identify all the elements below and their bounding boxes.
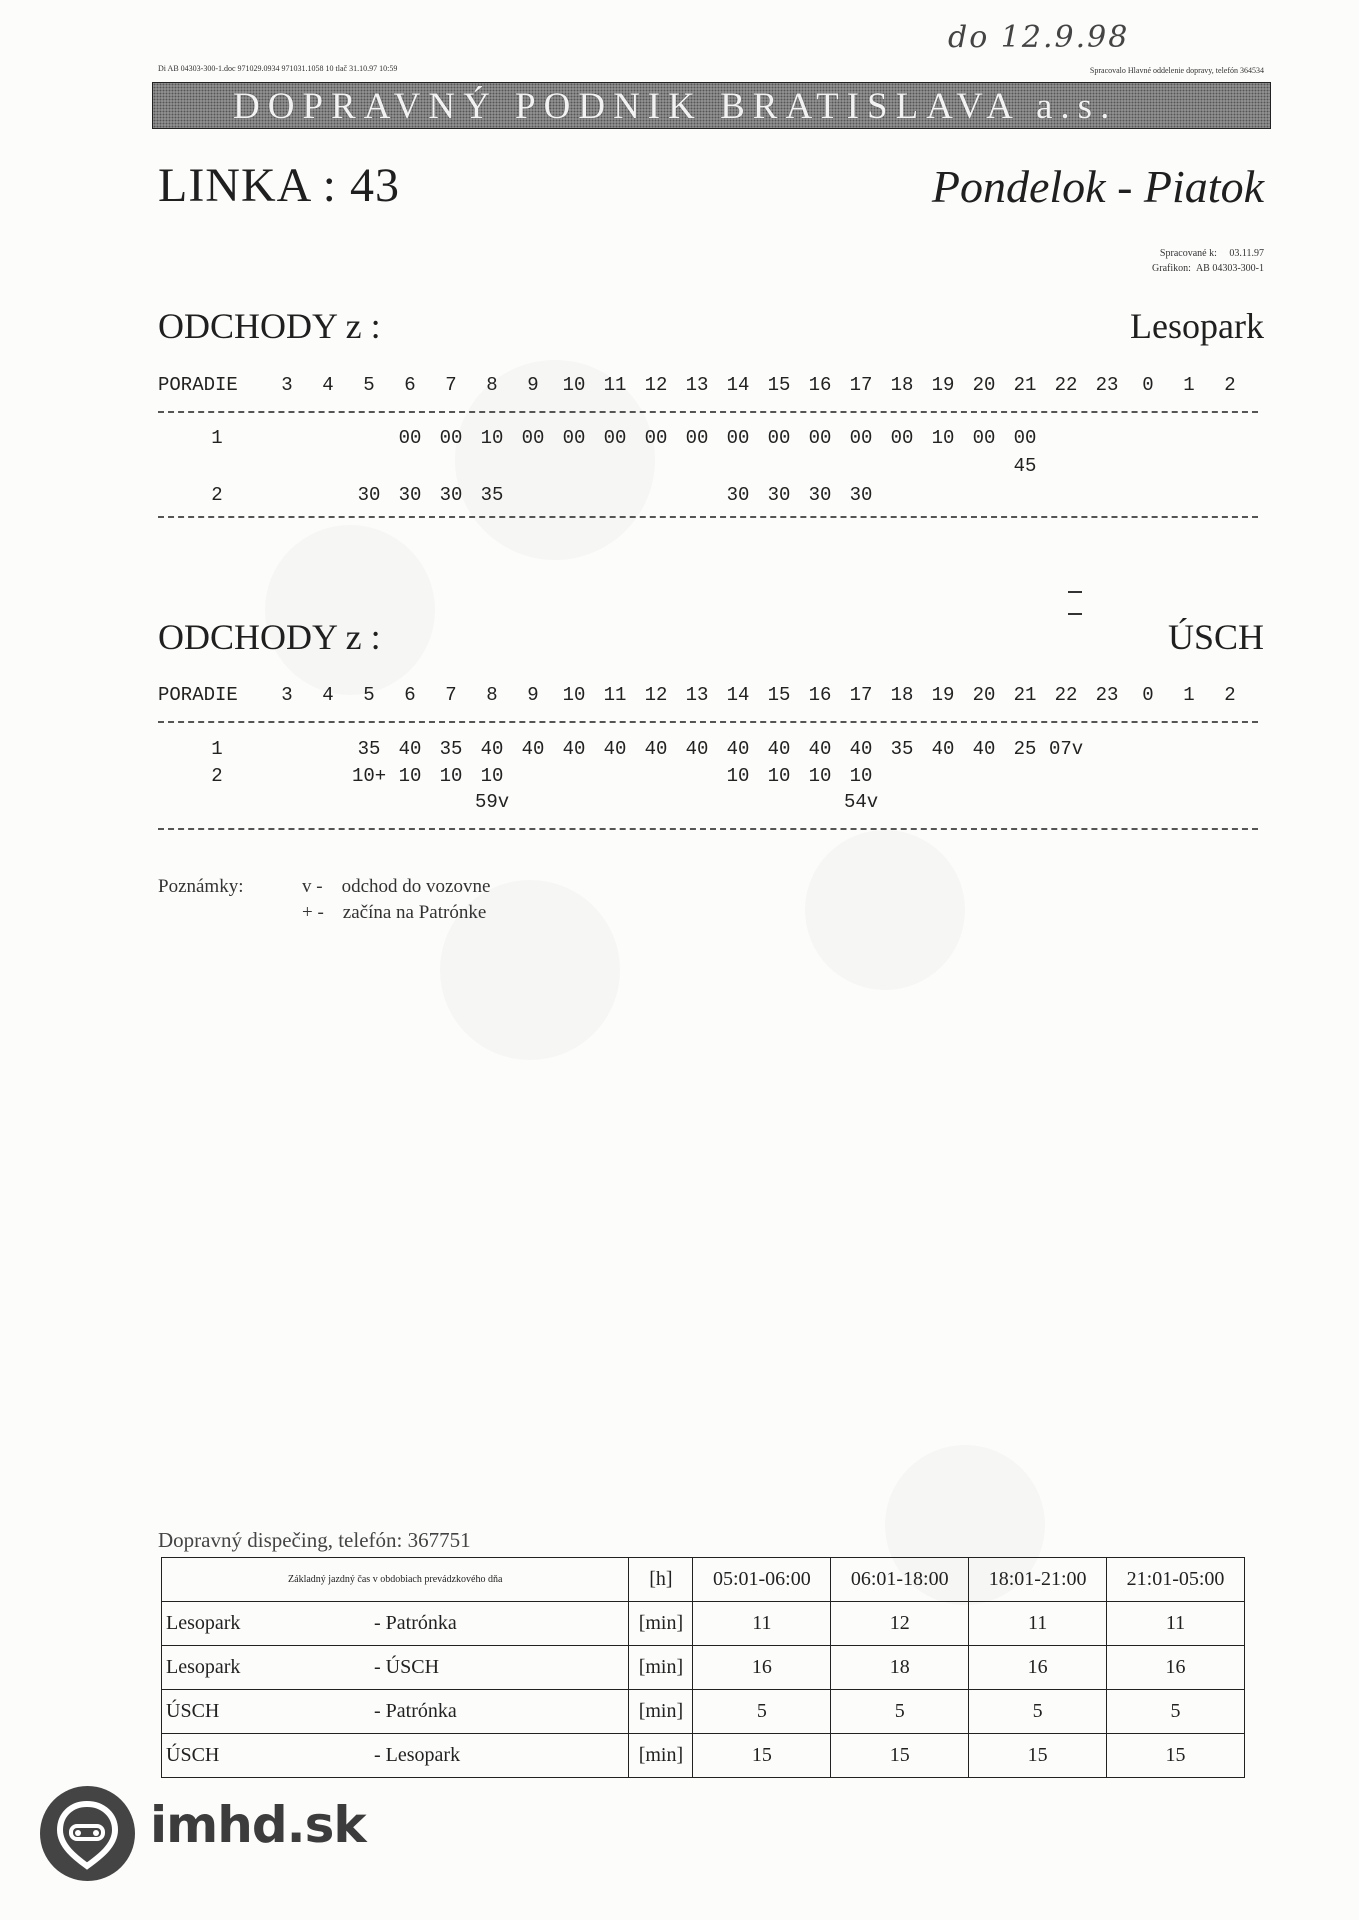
departure-minute: 45 (1013, 455, 1037, 477)
poradie-header: PORADIE (158, 374, 238, 396)
time-cell: 5 (693, 1690, 831, 1734)
route-to: - Patrónka (370, 1690, 629, 1734)
departure-minute: 00 (521, 427, 545, 449)
hour-label: 11 (603, 374, 627, 396)
departure-minute: 40 (480, 738, 504, 760)
departure-minute: 40 (644, 738, 668, 760)
dashed-divider (158, 721, 1258, 723)
departure-minute: 40 (685, 738, 709, 760)
hour-label: 20 (972, 684, 996, 706)
hour-label: 5 (363, 374, 375, 396)
departure-minute: 40 (972, 738, 996, 760)
poradie-number: 2 (211, 765, 223, 787)
departure-minute: 30 (439, 484, 463, 506)
route-from: Lesopark (162, 1602, 371, 1646)
hour-label: 3 (281, 684, 293, 706)
departure-minute: 30 (726, 484, 750, 506)
departure-minute: 10 (480, 427, 504, 449)
unit-cell: [min] (629, 1602, 693, 1646)
departure-minute: 00 (767, 427, 791, 449)
departure-minute: 10 (398, 765, 422, 787)
processed-date-label: Spracované k: (1159, 248, 1217, 259)
departure-minute: 30 (767, 484, 791, 506)
time-cell: 15 (831, 1734, 969, 1778)
route-to: - ÚSCH (370, 1646, 629, 1690)
dashed-divider (158, 411, 1258, 413)
hour-label: 23 (1095, 684, 1119, 706)
table-header-cell: Základný jazdný čas v obdobiach prevádzkového dňa (162, 1558, 629, 1602)
departure-minute: 00 (685, 427, 709, 449)
hour-label: 4 (322, 684, 334, 706)
departure-minute: 00 (439, 427, 463, 449)
departure-minute: 35 (890, 738, 914, 760)
table-header-row (162, 1558, 1245, 1602)
hour-label: 19 (931, 374, 955, 396)
departure-minute: 10 (439, 765, 463, 787)
route-from: ÚSCH (162, 1734, 371, 1778)
hour-label: 15 (767, 374, 791, 396)
note-item (302, 902, 486, 924)
hour-label: 22 (1054, 374, 1078, 396)
dispatch-phone: Dopravný dispečing, telefón: 367751 (158, 1528, 471, 1552)
hour-label: 18 (890, 374, 914, 396)
processed-by-line: Spracovalo Hlavné oddelenie dopravy, telefón 364534 (1089, 66, 1264, 75)
time-cell: 11 (693, 1602, 831, 1646)
route-from: Lesopark (162, 1646, 371, 1690)
departure-minute: 00 (808, 427, 832, 449)
note-symbol: + - (302, 902, 324, 923)
poradie-number: 1 (211, 738, 223, 760)
departure-minute: 35 (357, 738, 381, 760)
time-cell: 18 (831, 1646, 969, 1690)
departure-minute: 10 (849, 765, 873, 787)
departure-minute: 40 (521, 738, 545, 760)
hour-label: 3 (281, 374, 293, 396)
line-number: LINKA : 43 (158, 159, 400, 212)
brand-name: imhd.sk (150, 1796, 366, 1854)
hour-label: 7 (445, 684, 457, 706)
hour-label: 15 (767, 684, 791, 706)
time-cell: 16 (969, 1646, 1107, 1690)
note-item (302, 876, 490, 898)
section-label: ODCHODY z : (158, 617, 381, 657)
departure-minute: 40 (849, 738, 873, 760)
time-cell: 16 (693, 1646, 831, 1690)
hour-label: 21 (1013, 374, 1037, 396)
departure-minute: 07v (1049, 738, 1084, 760)
table-header-cell: 18:01-21:00 (969, 1558, 1107, 1602)
table-row (162, 1734, 1245, 1778)
watermark (805, 830, 965, 990)
departure-minute: 59v (475, 791, 510, 813)
departure-minute: 00 (398, 427, 422, 449)
hour-label: 0 (1142, 684, 1154, 706)
hour-label: 17 (849, 374, 873, 396)
departure-minute: 40 (767, 738, 791, 760)
route-to: - Patrónka (370, 1602, 629, 1646)
table-row (162, 1602, 1245, 1646)
hour-label: 8 (486, 684, 498, 706)
hour-label: 14 (726, 374, 750, 396)
table-row (162, 1690, 1245, 1734)
hour-label: 22 (1054, 684, 1078, 706)
hour-label: 2 (1224, 684, 1236, 706)
hour-label: 4 (322, 374, 334, 396)
time-cell: 5 (831, 1690, 969, 1734)
table-header-cell: [h] (629, 1558, 693, 1602)
departure-minute: 00 (726, 427, 750, 449)
hour-label: 23 (1095, 374, 1119, 396)
time-cell: 12 (831, 1602, 969, 1646)
hour-label: 17 (849, 684, 873, 706)
departure-minute: 30 (357, 484, 381, 506)
poradie-header: PORADIE (158, 684, 238, 706)
handwritten-date: do 12.9.98 (948, 20, 1130, 55)
departure-minute: 40 (562, 738, 586, 760)
hour-label: 12 (644, 684, 668, 706)
route-to: - Lesopark (370, 1734, 629, 1778)
departure-minute: 40 (931, 738, 955, 760)
time-cell: 5 (969, 1690, 1107, 1734)
table-row (162, 1646, 1245, 1690)
departure-minute: 30 (398, 484, 422, 506)
hour-label: 1 (1183, 684, 1195, 706)
section-stop-name: ÚSCH (1167, 617, 1264, 657)
hour-label: 10 (562, 684, 586, 706)
hour-label: 8 (486, 374, 498, 396)
grafikon-row (1152, 263, 1264, 274)
departure-minute: 35 (480, 484, 504, 506)
section-stop-name: Lesopark (1130, 306, 1264, 346)
hour-label: 6 (404, 374, 416, 396)
departure-minute: 40 (808, 738, 832, 760)
hour-label: 11 (603, 684, 627, 706)
notes-title: Poznámky: (158, 876, 244, 897)
section-label: ODCHODY z : (158, 306, 381, 346)
hour-label: 6 (404, 684, 416, 706)
hour-label: 12 (644, 374, 668, 396)
departure-minute: 40 (726, 738, 750, 760)
departure-minute: 00 (849, 427, 873, 449)
departure-minute: 10 (726, 765, 750, 787)
hour-label: 7 (445, 374, 457, 396)
route-from: ÚSCH (162, 1690, 371, 1734)
departure-minute: 00 (644, 427, 668, 449)
poradie-number: 2 (211, 484, 223, 506)
departure-minute: 00 (603, 427, 627, 449)
dashed-divider (158, 516, 1258, 518)
time-cell: 15 (969, 1734, 1107, 1778)
note-symbol: v - (302, 876, 323, 897)
departure-minute: 10 (767, 765, 791, 787)
table-header-cell: 05:01-06:00 (693, 1558, 831, 1602)
unit-cell: [min] (629, 1690, 693, 1734)
hour-label: 16 (808, 684, 832, 706)
time-cell: 16 (1107, 1646, 1245, 1690)
hour-label: 9 (527, 684, 539, 706)
departure-minute: 30 (808, 484, 832, 506)
time-cell: 15 (693, 1734, 831, 1778)
grafikon-label: Grafikon: (1152, 263, 1191, 274)
hour-label: 20 (972, 374, 996, 396)
hour-label: 14 (726, 684, 750, 706)
note-text: začína na Patrónke (342, 902, 487, 923)
document-id-line: Di AB 04303-300-1.doc 971029.0934 971031.1058 10 tlač 31.10.97 10:59 (158, 64, 398, 73)
departure-minute: 10+ (352, 765, 387, 787)
departure-minute: 00 (972, 427, 996, 449)
unit-cell: [min] (629, 1646, 693, 1690)
hour-label: 0 (1142, 374, 1154, 396)
time-cell: 15 (1107, 1734, 1245, 1778)
departure-minute: 25 (1013, 738, 1037, 760)
poradie-number: 1 (211, 427, 223, 449)
company-name: DOPRAVNÝ PODNIK BRATISLAVA a.s. (233, 86, 1118, 127)
hour-label: 16 (808, 374, 832, 396)
hour-label: 13 (685, 684, 709, 706)
departure-minute: 00 (562, 427, 586, 449)
time-cell: 11 (1107, 1602, 1245, 1646)
time-cell: 5 (1107, 1690, 1245, 1734)
hour-label: 19 (931, 684, 955, 706)
departure-minute: 10 (480, 765, 504, 787)
hour-label: 10 (562, 374, 586, 396)
departure-minute: 40 (398, 738, 422, 760)
hour-label: 18 (890, 684, 914, 706)
departure-minute: 40 (603, 738, 627, 760)
grafikon-value: AB 04303-300-1 (1195, 263, 1264, 274)
table-header-cell: 06:01-18:00 (831, 1558, 969, 1602)
hour-label: 2 (1224, 374, 1236, 396)
processed-date-row (1160, 248, 1264, 259)
departure-minute: 54v (844, 791, 879, 813)
imhd-car-pin-icon (40, 1786, 135, 1881)
departure-minute: 35 (439, 738, 463, 760)
hour-label: 13 (685, 374, 709, 396)
note-text: odchod do vozovne (341, 876, 491, 897)
departure-minute: 30 (849, 484, 873, 506)
scan-mark (1068, 613, 1082, 615)
hour-label: 5 (363, 684, 375, 706)
departure-minute: 00 (890, 427, 914, 449)
unit-cell: [min] (629, 1734, 693, 1778)
hour-label: 21 (1013, 684, 1037, 706)
watermark (265, 525, 435, 695)
departure-minute: 00 (1013, 427, 1037, 449)
hour-label: 9 (527, 374, 539, 396)
dashed-divider (158, 828, 1258, 830)
time-cell: 11 (969, 1602, 1107, 1646)
table-header-cell: 21:01-05:00 (1107, 1558, 1245, 1602)
operating-days: Pondelok - Piatok (931, 161, 1264, 212)
scan-mark (1068, 591, 1082, 593)
processed-date: 03.11.97 (1229, 248, 1264, 259)
hour-label: 1 (1183, 374, 1195, 396)
departure-minute: 10 (808, 765, 832, 787)
travel-times-table (161, 1557, 1245, 1778)
company-banner (152, 82, 1271, 129)
departure-minute: 10 (931, 427, 955, 449)
